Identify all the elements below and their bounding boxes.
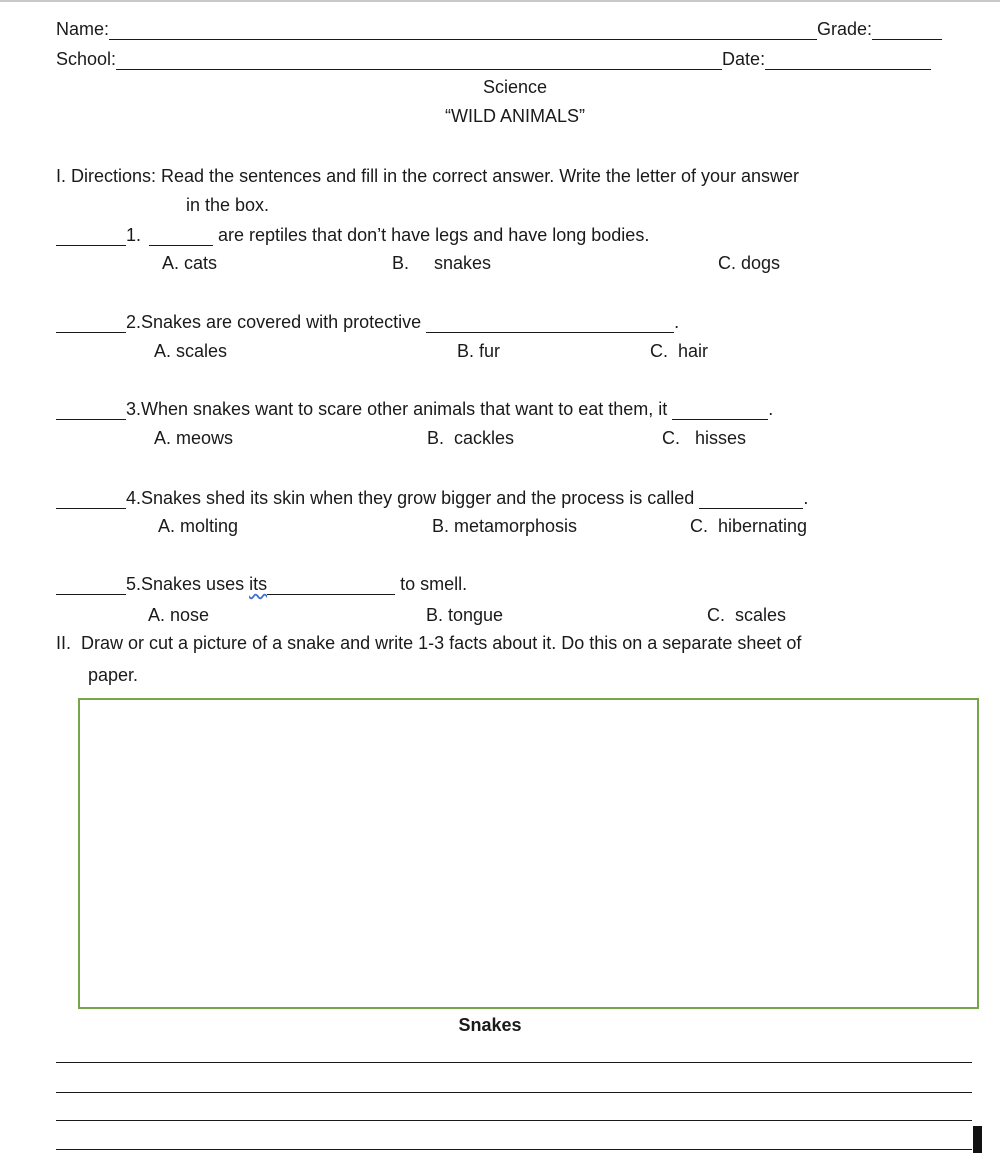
question-text: are reptiles that don’t have legs and have long bodies. [213,225,650,245]
choice-3a: A. meows [154,428,234,448]
grade-field[interactable] [872,23,942,40]
misspelled-word: its [249,574,268,594]
choice-4c: C. hibernating [690,516,808,536]
question-5 [56,573,467,595]
part2-directions-cont: paper. [88,665,139,685]
part1-directions: I. Directions: Read the sentences and fill in the correct answer. Write the letter of your answer [56,166,800,186]
choice-2c: C. hair [650,341,709,361]
school-row [56,48,931,70]
fact-line-1[interactable] [56,1062,972,1063]
fact-line-4[interactable] [56,1149,972,1150]
choice-5c: C. scales [707,605,787,625]
question-number: 2. [126,312,142,332]
drawing-caption: Snakes [458,1015,522,1035]
fact-line-2[interactable] [56,1092,972,1093]
fact-line-3[interactable] [56,1120,972,1121]
question-1 [56,224,649,246]
question-text: Snakes uses [141,574,250,594]
choice-4a: A. molting [158,516,239,536]
question-number: 1. [126,225,142,245]
subject-heading: Science [482,77,548,97]
question-number: 4. [126,488,142,508]
question-text: When snakes want to scare other animals that want to eat them, it [141,399,673,419]
date-field[interactable] [765,53,931,70]
text-cursor [973,1126,982,1153]
question-punct: . [803,488,809,508]
question-number: 5. [126,574,142,594]
fill-blank-4[interactable] [699,492,803,509]
question-2 [56,311,679,333]
question-text-end: to smell. [395,574,468,594]
question-punct: . [674,312,680,332]
choice-5a: A. nose [148,605,210,625]
choice-4b: B. metamorphosis [432,516,578,536]
fill-blank-3[interactable] [672,403,768,420]
question-punct: . [768,399,774,419]
part1-directions-cont: in the box. [186,195,270,215]
part2-directions: II. Draw or cut a picture of a snake and write 1-3 facts about it. Do this on a separate sheet of [56,633,802,653]
question-text: Snakes shed its skin when they grow bigger and the process is called [141,488,700,508]
grade-label: Grade: [817,19,873,39]
question-text: Snakes are covered with protective [141,312,427,332]
choice-3c: C. hisses [662,428,747,448]
choice-5b: B. tongue [426,605,504,625]
choice-1b: B. snakes [392,253,492,273]
question-4 [56,487,808,509]
question-3 [56,398,773,420]
answer-box-2[interactable] [56,316,126,333]
school-field[interactable] [116,53,722,70]
question-number: 3. [126,399,142,419]
answer-box-3[interactable] [56,403,126,420]
drawing-box[interactable] [78,698,979,1009]
choice-1a: A. cats [162,253,218,273]
fill-blank-5[interactable] [267,578,395,595]
answer-box-1[interactable] [56,229,126,246]
page-top-border [0,0,1000,2]
name-label: Name: [56,19,110,39]
worksheet-title: “WILD ANIMALS” [444,106,586,126]
choice-3b: B. cackles [427,428,515,448]
answer-box-4[interactable] [56,492,126,509]
fill-blank-1[interactable] [149,229,213,246]
school-label: School: [56,49,117,69]
fill-blank-2[interactable] [426,316,674,333]
choice-1c: C. dogs [718,253,781,273]
choice-2b: B. fur [457,341,501,361]
name-row [56,18,942,40]
date-label: Date: [722,49,766,69]
name-field[interactable] [109,23,817,40]
answer-box-5[interactable] [56,578,126,595]
choice-2a: A. scales [154,341,228,361]
